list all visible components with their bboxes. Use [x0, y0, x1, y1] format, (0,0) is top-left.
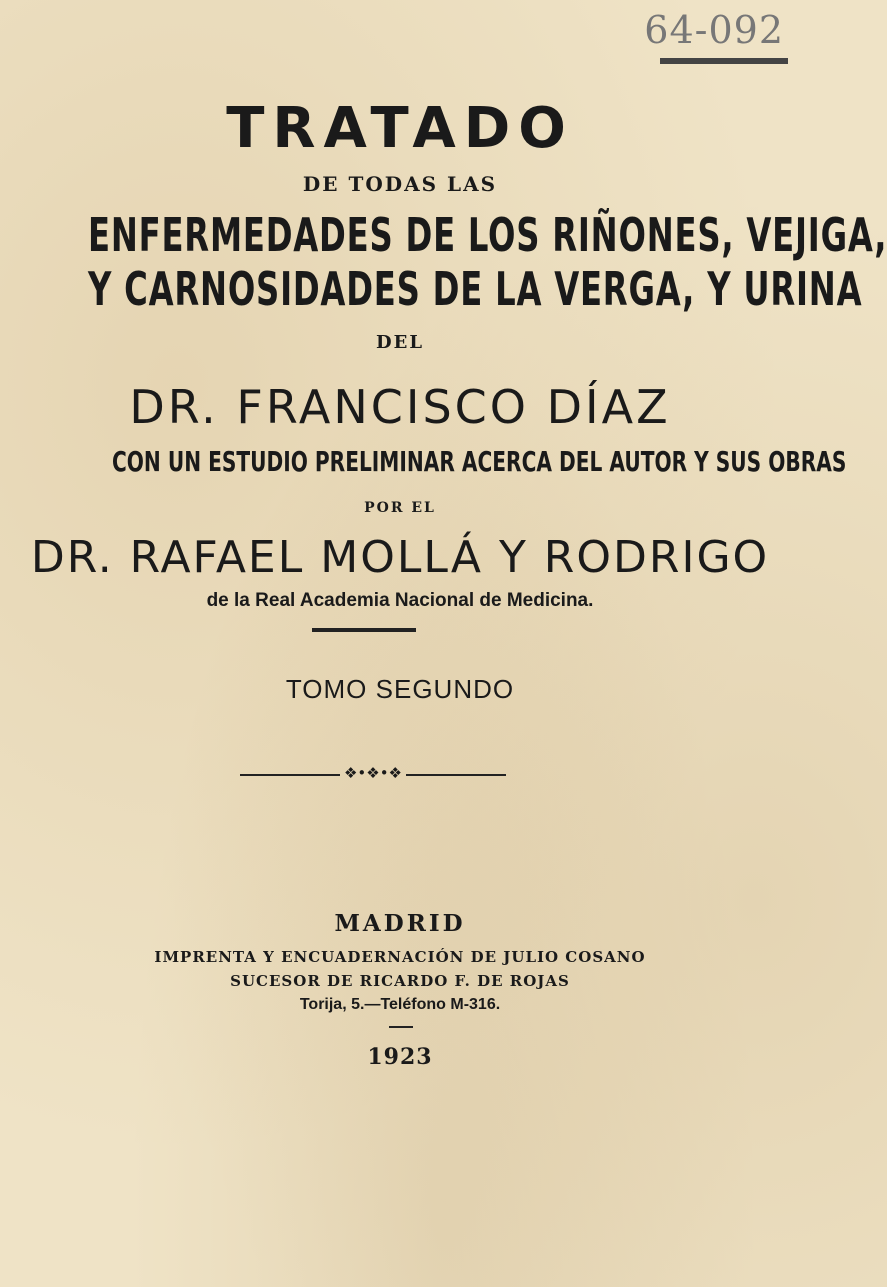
ornament-divider — [240, 764, 560, 782]
editor-affiliation: de la Real Academia Nacional de Medicina. — [206, 590, 594, 611]
author-name: DR. FRANCISCO DÍAZ — [129, 380, 671, 434]
publication-year: 1923 — [367, 1044, 433, 1070]
shelfmark-handwritten: 64-092 — [644, 8, 784, 52]
ornament-line-right — [406, 774, 506, 776]
del-label: DEL — [376, 332, 424, 353]
main-title-line-2: Y CARNOSIDADES DE LA VERGA, Y URINA — [88, 262, 863, 316]
ornament-glyphs: ❖•❖•❖ — [343, 764, 403, 782]
por-el-label: POR EL — [364, 500, 436, 516]
editor-name: DR. RAFAEL MOLLÁ Y RODRIGO — [30, 532, 770, 583]
imprint-address: Torija, 5.—Teléfono M-316. — [299, 996, 501, 1013]
ornament-line-left — [240, 774, 340, 776]
imprint-printer: IMPRENTA Y ENCUADERNACIÓN DE JULIO COSANO — [154, 948, 646, 966]
imprint-city: MADRID — [334, 910, 466, 937]
divider-rule — [312, 628, 416, 632]
library-stamp-bar — [660, 58, 788, 64]
book-title: TRATADO — [226, 96, 574, 161]
short-rule — [389, 1026, 413, 1028]
subtitle-intro: DE TODAS LAS — [302, 172, 498, 196]
volume-label: TOMO SEGUNDO — [285, 674, 515, 704]
imprint-successor: SUCESOR DE RICARDO F. DE ROJAS — [230, 972, 570, 990]
main-title-line-1: ENFERMEDADES DE LOS RIÑONES, VEJIGA, — [88, 208, 887, 262]
study-line: CON UN ESTUDIO PRELIMINAR ACERCA DEL AUTOR Y SUS OBRAS — [112, 445, 847, 478]
